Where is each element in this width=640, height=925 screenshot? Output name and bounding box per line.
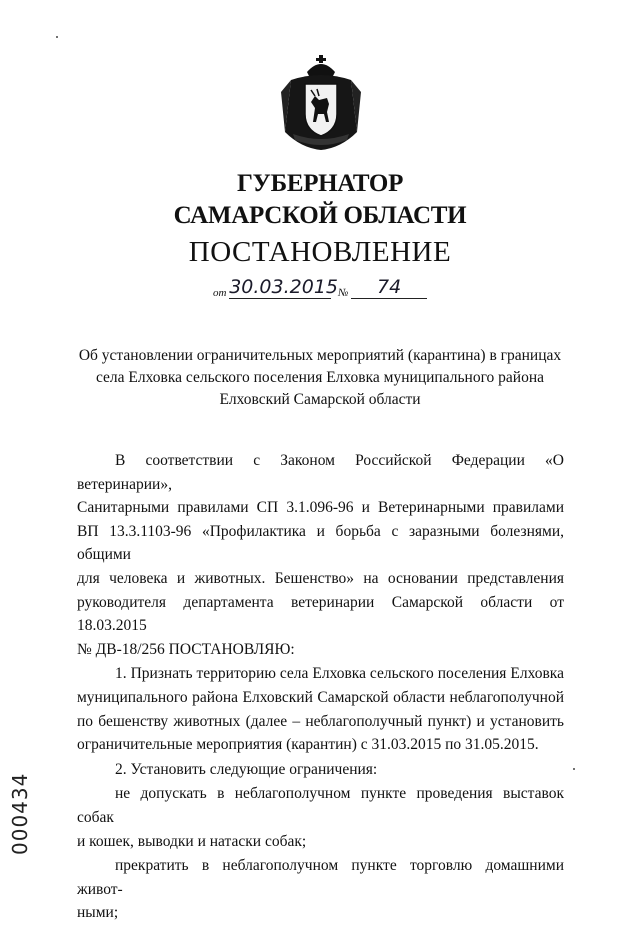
date-value: 30.03.2015	[229, 276, 338, 298]
body-line: муниципального района Елховский Самарской области неблагополучной	[77, 688, 564, 706]
document-type: ПОСТАНОВЛЕНИЕ	[188, 236, 452, 268]
document-subject	[0, 345, 640, 411]
body-line: 2. Установить следующие ограничения:	[115, 760, 378, 778]
authority-title: ГУБЕРНАТОР	[236, 170, 404, 197]
body-line: ными;	[77, 904, 119, 922]
body-line: руководителя департамента ветеринарии Самарской области от 18.03.2015	[77, 593, 564, 635]
body-line: и кошек, выводки и натаски собак;	[77, 832, 307, 850]
body-line: для человека и животных. Бешенство» на основании представления	[77, 569, 564, 587]
body-line: не допускать в неблагополучном пункте проведения выставок собак	[77, 785, 564, 826]
date-label: от	[213, 287, 227, 299]
document-date-number	[213, 276, 427, 302]
authority-region: САМАРСКОЙ ОБЛАСТИ	[173, 202, 467, 229]
margin-stamp-number: 000434	[8, 772, 32, 855]
issuing-authority	[0, 168, 640, 232]
subject-line: Об установлении ограничительных мероприятий (карантина) в границах	[78, 347, 562, 364]
body-line: ограничительные мероприятия (карантин) с 31.03.2015 по 31.05.2015.	[77, 736, 539, 754]
subject-line: села Елховка сельского поселения Елховка муниципального района	[95, 369, 545, 386]
body-line: № ДВ-18/256 ПОСТАНОВЛЯЮ:	[77, 640, 295, 658]
body-line: В соответствии с Законом Российской Федерации «О ветеринарии»,	[77, 452, 564, 493]
body-line: прекратить в неблагополучном пункте торговлю домашними живот-	[77, 857, 564, 898]
body-line: 1. Признать территорию села Елховка сельского поселения Елховка	[115, 665, 564, 683]
body-line: Санитарными правилами СП 3.1.096-96 и Ветеринарными правилами	[77, 499, 564, 517]
body-line: по бешенству животных (далее – неблагополучный пункт) и установить	[77, 712, 564, 730]
number-value: 74	[351, 276, 427, 299]
scan-speck	[56, 36, 58, 38]
coat-of-arms-icon	[271, 52, 371, 152]
body-line: ВП 13.3.1103-96 «Профилактика и борьба с заразными болезнями, общими	[77, 522, 564, 564]
subject-line: Елховский Самарской области	[219, 391, 421, 408]
scan-speck	[573, 768, 575, 770]
document-body	[77, 449, 564, 925]
number-label: №	[337, 287, 349, 299]
